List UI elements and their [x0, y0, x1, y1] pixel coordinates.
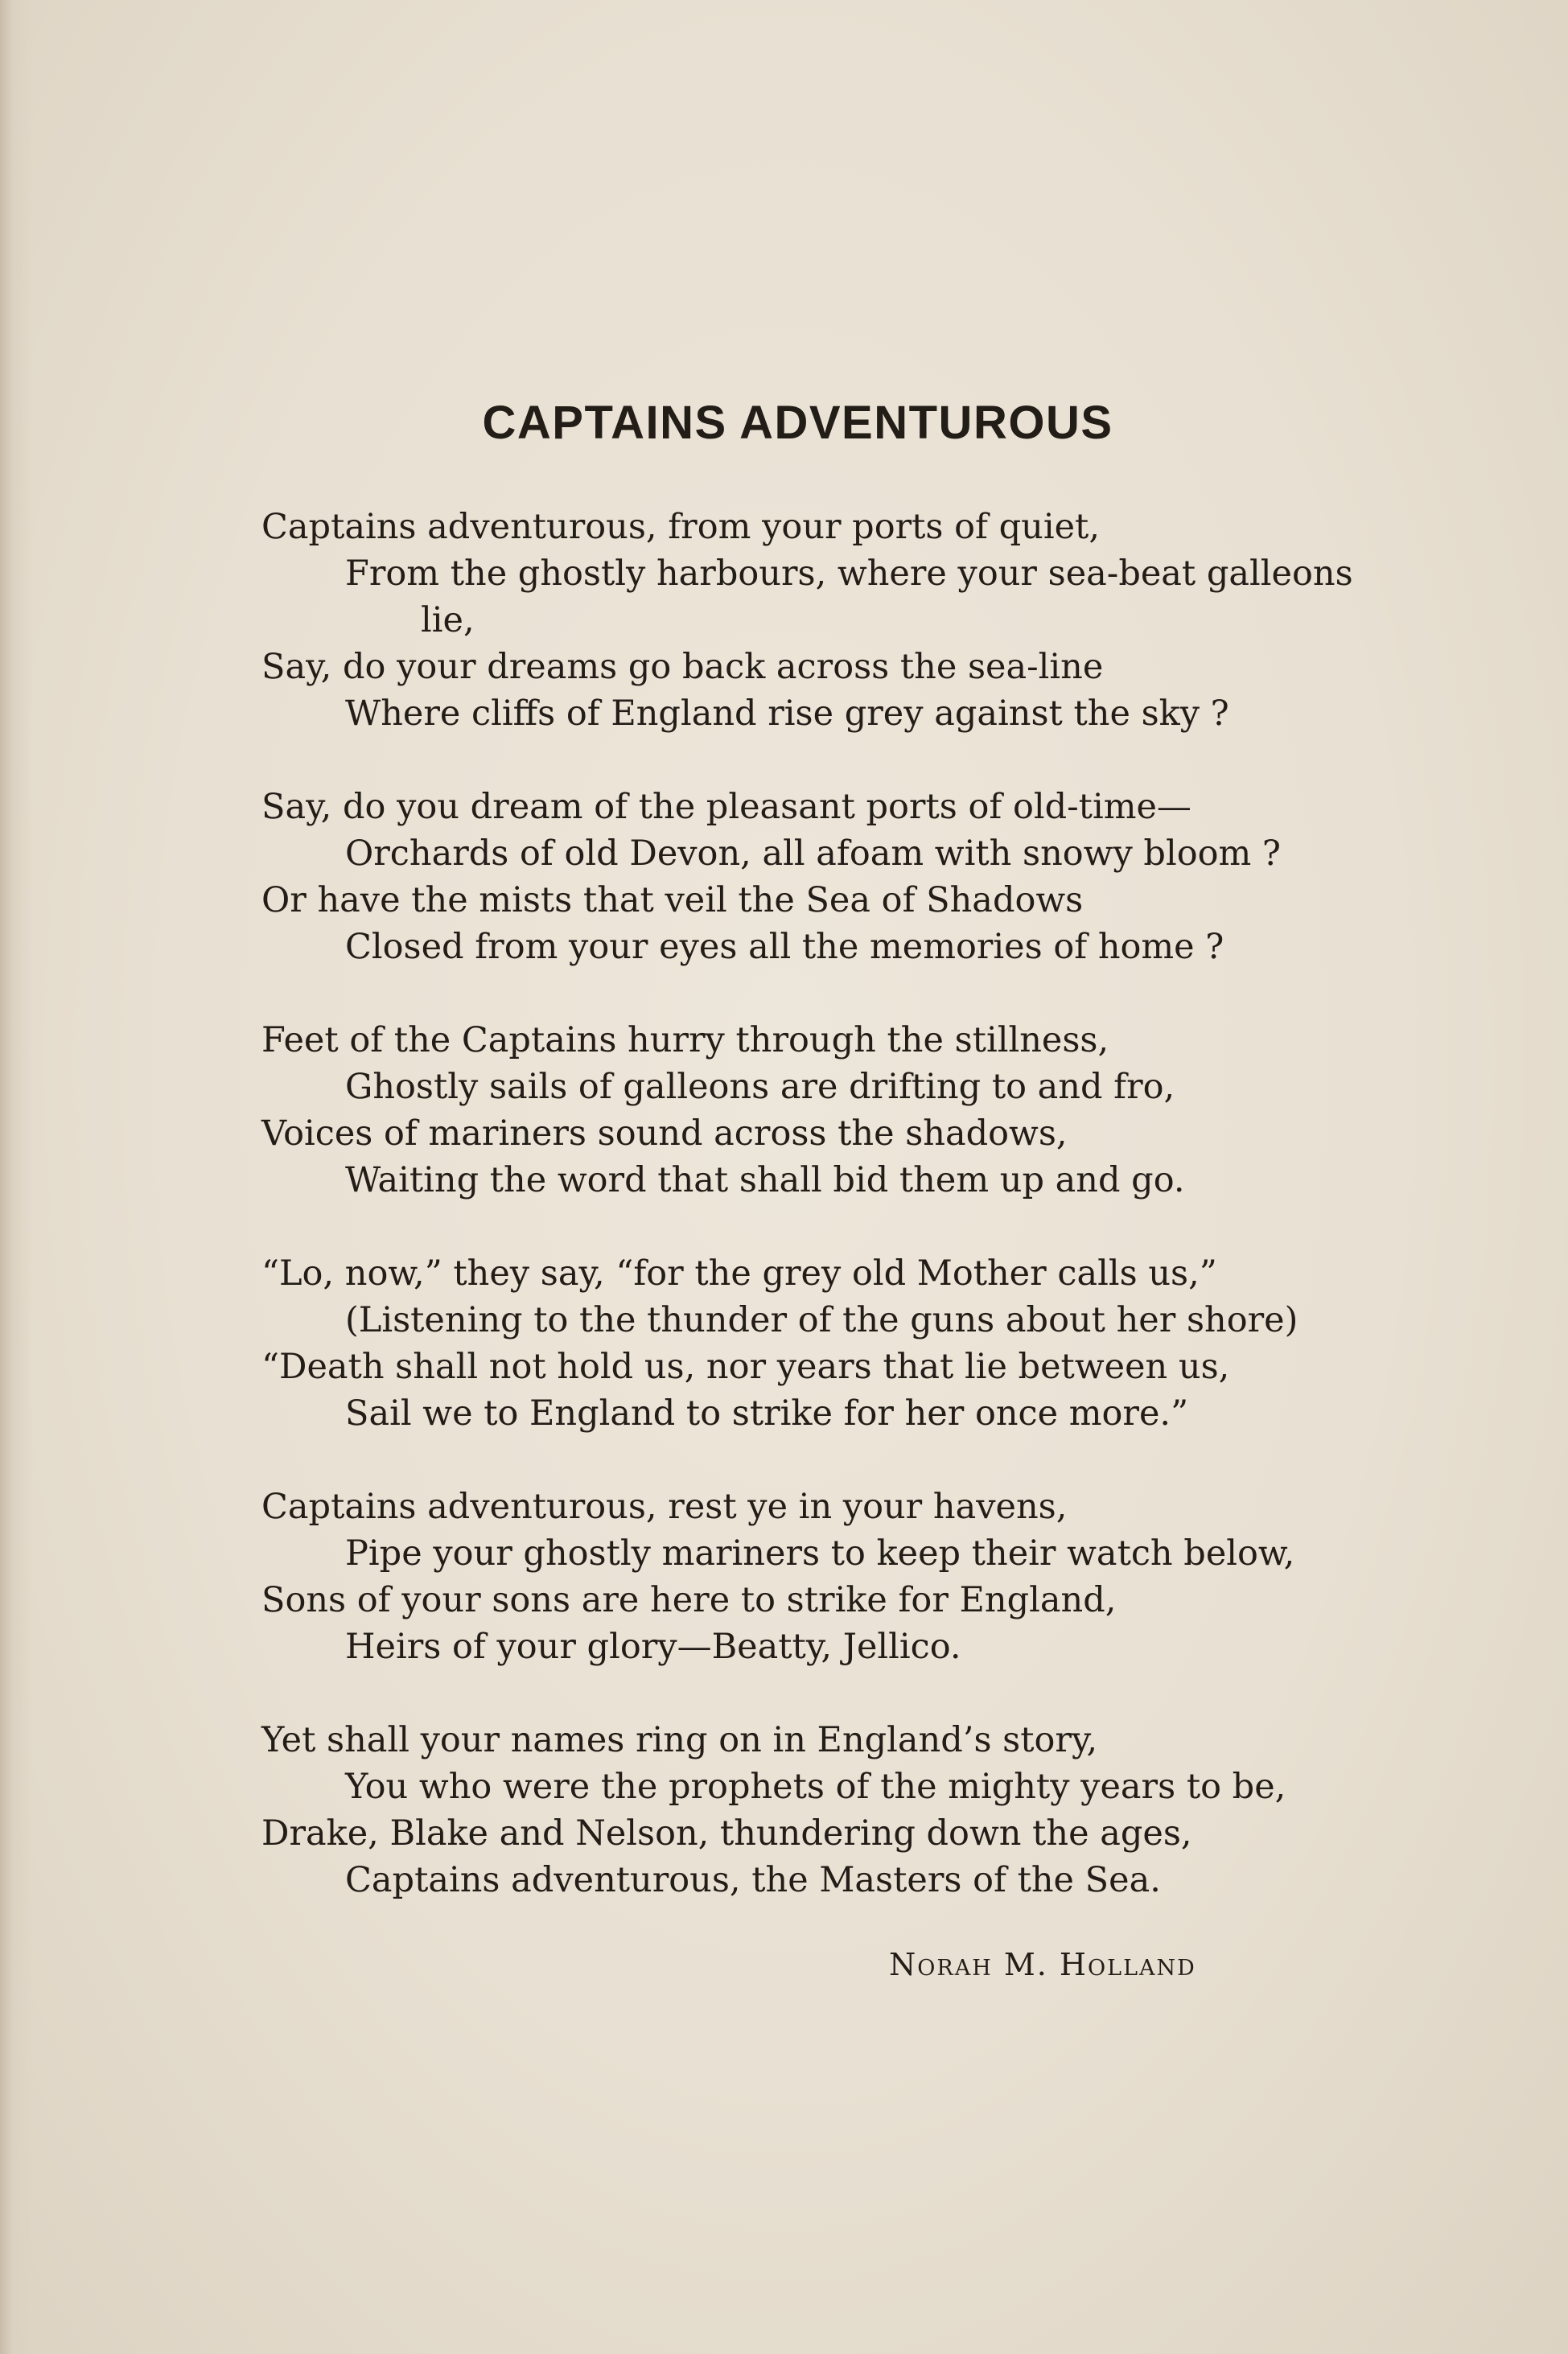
poem-line: Waiting the word that shall bid them up and go.	[345, 1160, 1185, 1200]
poem-line: (Listening to the thunder of the guns about her shore)	[345, 1300, 1298, 1340]
stanza-1	[261, 504, 1468, 737]
poem-line: Drake, Blake and Nelson, thundering down the ages,	[261, 1813, 1192, 1854]
poem-line: Captains adventurous, rest ye in your havens,	[261, 1487, 1068, 1527]
author-signature: Norah M. Holland	[889, 1947, 1196, 1982]
poem-line: Say, do you dream of the pleasant ports of old-time—	[261, 787, 1191, 827]
poem-title: CAPTAINS ADVENTUROUS	[482, 397, 1113, 449]
poem-line: Sail we to England to strike for her once more.”	[345, 1393, 1189, 1434]
stanza-2	[261, 784, 1468, 970]
stanza-3	[261, 1017, 1468, 1204]
poem-line: Or have the mists that veil the Sea of Shadows	[261, 880, 1084, 920]
stanza-6	[261, 1717, 1468, 1903]
poem-line: Captains adventurous, from your ports of quiet,	[261, 507, 1100, 547]
poem-line: “Lo, now,” they say, “for the grey old Mother calls us,”	[261, 1253, 1217, 1294]
poem-line: Orchards of old Devon, all afoam with snowy bloom ?	[345, 833, 1281, 874]
poem-line: Captains adventurous, the Masters of the Sea.	[345, 1860, 1161, 1900]
poem-line: Heirs of your glory—Beatty, Jellico.	[345, 1627, 961, 1667]
poem-body	[261, 504, 1468, 1950]
poem-line: Where cliffs of England rise grey against the sky ?	[345, 693, 1229, 734]
poem-line: “Death shall not hold us, nor years that lie between us,	[261, 1347, 1230, 1387]
poem-line: Closed from your eyes all the memories of home ?	[345, 927, 1224, 967]
poem-line: Say, do your dreams go back across the sea-line	[261, 647, 1104, 687]
poem-line: From the ghostly harbours, where your sea-beat galleons	[345, 554, 1353, 594]
stanza-4	[261, 1250, 1468, 1437]
poem-line: Pipe your ghostly mariners to keep their watch below,	[345, 1533, 1295, 1574]
poem-line: You who were the prophets of the mighty years to be,	[345, 1767, 1286, 1807]
poem-line: Ghostly sails of galleons are drifting to and fro,	[345, 1067, 1175, 1107]
stanza-5	[261, 1484, 1468, 1670]
poem-line-continuation: lie,	[421, 600, 475, 640]
poem-line: Feet of the Captains hurry through the stillness,	[261, 1020, 1109, 1060]
poem-line: Voices of mariners sound across the shadows,	[261, 1113, 1068, 1154]
poem-line: Sons of your sons are here to strike for England,	[261, 1580, 1117, 1620]
page-edge-shadow	[0, 0, 32, 2354]
poem-line: Yet shall your names ring on in England’s story,	[261, 1720, 1098, 1760]
